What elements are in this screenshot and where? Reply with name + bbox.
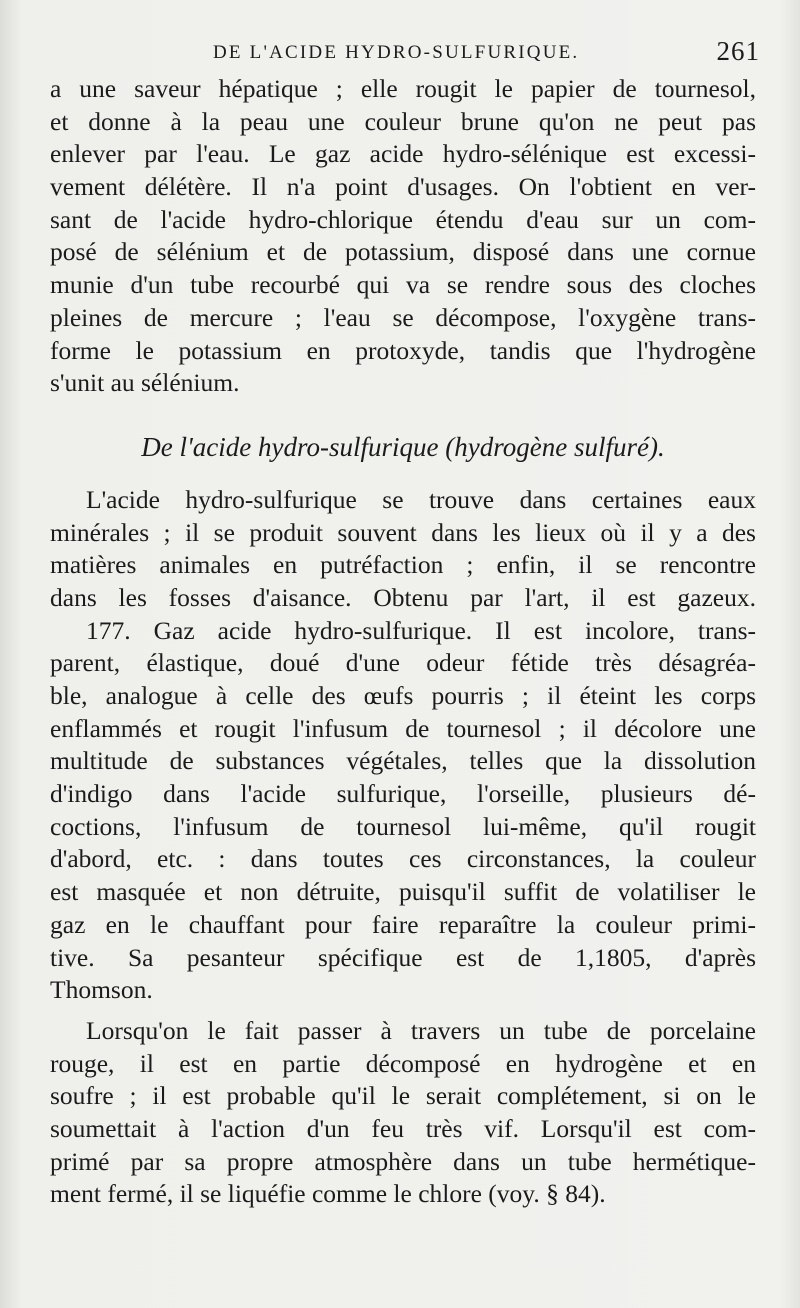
text-line: enlever par l'eau. Le gaz acide hydro-sélénique est excessi- [50, 139, 756, 169]
text-line: posé de sélénium et de potassium, disposé dans une cornue [50, 237, 756, 267]
text-line: sant de l'acide hydro-chlorique étendu d'eau sur un com- [50, 204, 756, 234]
paragraph-intro [50, 484, 756, 615]
text-line: d'abord, etc. : dans toutes ces circonstances, la couleur [50, 844, 756, 874]
paragraph-177 [50, 615, 756, 1007]
text-line: parent, élastique, doué d'une odeur fétide très désagréa- [50, 648, 756, 678]
text-line: est masquée et non détruite, puisqu'il suffit de volatiliser le [50, 877, 756, 907]
text-line: vement délétère. Il n'a point d'usages. On l'obtient en ver- [50, 172, 756, 202]
text-line: multitude de substances végétales, telles que la dissolution [50, 746, 756, 776]
text-line: munie d'un tube recourbé qui va se rendre sous des cloches [50, 270, 756, 300]
text-line: soumettait à l'action d'un feu très vif. Lorsqu'il est com- [50, 1113, 756, 1143]
text-line: matières animales en putréfaction ; enfin, il se rencontre [50, 550, 756, 580]
text-line: d'indigo dans l'acide sulfurique, l'orseille, plusieurs dé- [50, 779, 756, 809]
paragraph-decomposition [50, 1015, 756, 1211]
text-line: 177. Gaz acide hydro-sulfurique. Il est incolore, trans- [86, 615, 756, 645]
text-line: pleines de mercure ; l'eau se décompose, l'oxygène trans- [50, 302, 756, 332]
text-line: enflammés et rougit l'infusum de tournesol ; il décolore une [50, 713, 756, 743]
body-text [50, 73, 756, 1211]
text-line: forme le potassium en protoxyde, tandis que l'hydrogène [50, 335, 756, 365]
text-line: s'unit au sélénium. [50, 368, 240, 398]
section-heading: De l'acide hydro-sulfurique (hydrogène sulfuré). [141, 431, 665, 462]
running-title: DE L'ACIDE HYDRO-SULFURIQUE. [213, 42, 580, 63]
text-line: Lorsqu'on le fait passer à travers un tube de porcelaine [86, 1015, 756, 1045]
text-line: coctions, l'infusum de tournesol lui-même, qu'il rougit [50, 811, 756, 841]
text-line: L'acide hydro-sulfurique se trouve dans certaines eaux [86, 484, 756, 514]
page-number: 261 [716, 36, 760, 66]
text-line: dans les fosses d'aisance. Obtenu par l'art, il est gazeux. [50, 582, 756, 612]
text-line: gaz en le chauffant pour faire reparaître la couleur primi- [50, 909, 756, 939]
paragraph-selenic-acid [50, 73, 756, 400]
page-header [48, 36, 768, 72]
text-line: tive. Sa pesanteur spécifique est de 1,1805, d'après [50, 942, 756, 972]
text-line: Thomson. [50, 975, 153, 1005]
text-line: ble, analogue à celle des œufs pourris ; il éteint les corps [50, 681, 756, 710]
text-line: minérales ; il se produit souvent dans les lieux où il y a des [50, 517, 756, 547]
text-line: soufre ; il est probable qu'il le serait complétement, si on le [50, 1081, 756, 1111]
text-line: et donne à la peau une couleur brune qu'on ne peut pas [50, 106, 756, 136]
text-line: a une saveur hépatique ; elle rougit le papier de tournesol, [50, 74, 756, 103]
text-line: ment fermé, il se liquéfie comme le chlore (voy. § 84). [50, 1179, 606, 1209]
text-line: primé par sa propre atmosphère dans un tube hermétique- [50, 1146, 756, 1176]
text-line: rouge, il est en partie décomposé en hydrogène et en [50, 1048, 756, 1078]
